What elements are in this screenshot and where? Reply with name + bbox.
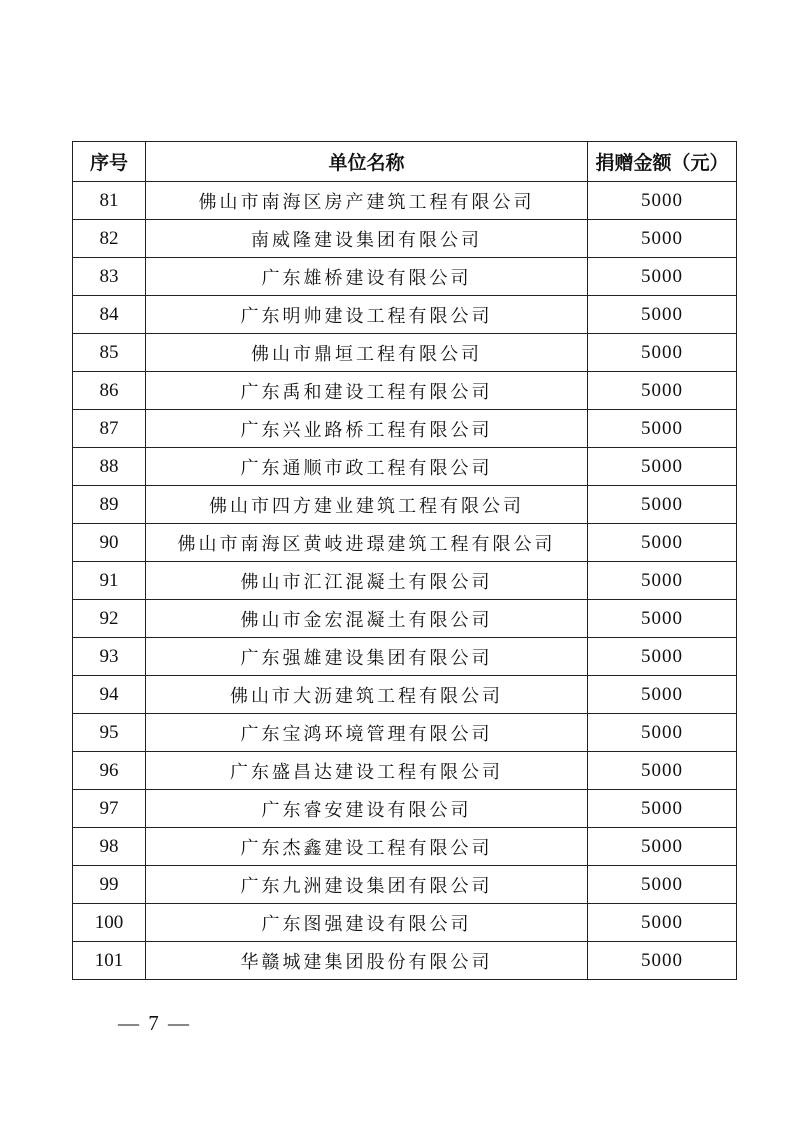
table-row — [73, 600, 737, 638]
header-row — [73, 142, 737, 182]
row-index: 96 — [73, 752, 146, 790]
header-name: 单位名称 — [146, 142, 588, 182]
row-amount: 5000 — [588, 714, 737, 752]
row-name: 广东禹和建设工程有限公司 — [146, 372, 588, 410]
table-row — [73, 866, 737, 904]
header-amount: 捐赠金额（元） — [588, 142, 737, 182]
row-index: 88 — [73, 448, 146, 486]
row-name: 佛山市南海区黄岐进璟建筑工程有限公司 — [146, 524, 588, 562]
row-amount: 5000 — [588, 866, 737, 904]
table-row — [73, 562, 737, 600]
row-name: 广东宝鸿环境管理有限公司 — [146, 714, 588, 752]
row-index: 82 — [73, 220, 146, 258]
row-amount: 5000 — [588, 258, 737, 296]
table-row — [73, 790, 737, 828]
table-header — [73, 142, 737, 182]
table-row — [73, 220, 737, 258]
row-amount: 5000 — [588, 220, 737, 258]
page-number: — 7 — — [118, 1011, 191, 1035]
row-name: 广东杰鑫建设工程有限公司 — [146, 828, 588, 866]
row-amount: 5000 — [588, 562, 737, 600]
row-amount: 5000 — [588, 790, 737, 828]
row-name: 广东盛昌达建设工程有限公司 — [146, 752, 588, 790]
table-row — [73, 448, 737, 486]
row-amount: 5000 — [588, 296, 737, 334]
table-row — [73, 372, 737, 410]
row-index: 93 — [73, 638, 146, 676]
row-name: 佛山市金宏混凝土有限公司 — [146, 600, 588, 638]
row-name: 华赣城建集团股份有限公司 — [146, 942, 588, 980]
row-index: 83 — [73, 258, 146, 296]
table-body — [73, 182, 737, 980]
row-amount: 5000 — [588, 600, 737, 638]
row-name: 广东通顺市政工程有限公司 — [146, 448, 588, 486]
table-row — [73, 486, 737, 524]
row-index: 90 — [73, 524, 146, 562]
table-row — [73, 904, 737, 942]
row-name: 佛山市大沥建筑工程有限公司 — [146, 676, 588, 714]
table-row — [73, 258, 737, 296]
row-index: 100 — [73, 904, 146, 942]
row-index: 99 — [73, 866, 146, 904]
row-index: 86 — [73, 372, 146, 410]
row-amount: 5000 — [588, 486, 737, 524]
row-index: 98 — [73, 828, 146, 866]
row-amount: 5000 — [588, 752, 737, 790]
table-row — [73, 410, 737, 448]
table-row — [73, 334, 737, 372]
header-index: 序号 — [73, 142, 146, 182]
row-index: 89 — [73, 486, 146, 524]
row-index: 91 — [73, 562, 146, 600]
row-amount: 5000 — [588, 372, 737, 410]
donation-table — [72, 141, 737, 980]
row-index: 81 — [73, 182, 146, 220]
row-name: 南威隆建设集团有限公司 — [146, 220, 588, 258]
row-amount: 5000 — [588, 182, 737, 220]
row-name: 广东兴业路桥工程有限公司 — [146, 410, 588, 448]
row-amount: 5000 — [588, 904, 737, 942]
table-row — [73, 524, 737, 562]
row-name: 广东图强建设有限公司 — [146, 904, 588, 942]
row-name: 广东九洲建设集团有限公司 — [146, 866, 588, 904]
row-index: 84 — [73, 296, 146, 334]
row-amount: 5000 — [588, 638, 737, 676]
row-amount: 5000 — [588, 942, 737, 980]
row-amount: 5000 — [588, 410, 737, 448]
row-index: 101 — [73, 942, 146, 980]
row-index: 87 — [73, 410, 146, 448]
row-name: 广东明帅建设工程有限公司 — [146, 296, 588, 334]
table-row — [73, 638, 737, 676]
table-row — [73, 676, 737, 714]
row-name: 广东雄桥建设有限公司 — [146, 258, 588, 296]
row-index: 95 — [73, 714, 146, 752]
row-name: 广东睿安建设有限公司 — [146, 790, 588, 828]
row-name: 佛山市四方建业建筑工程有限公司 — [146, 486, 588, 524]
table-row — [73, 828, 737, 866]
table-row — [73, 942, 737, 980]
row-name: 佛山市南海区房产建筑工程有限公司 — [146, 182, 588, 220]
row-index: 92 — [73, 600, 146, 638]
row-amount: 5000 — [588, 448, 737, 486]
row-amount: 5000 — [588, 334, 737, 372]
row-name: 佛山市鼎垣工程有限公司 — [146, 334, 588, 372]
table-row — [73, 296, 737, 334]
row-name: 佛山市汇江混凝土有限公司 — [146, 562, 588, 600]
row-index: 97 — [73, 790, 146, 828]
table-row — [73, 182, 737, 220]
row-name: 广东强雄建设集团有限公司 — [146, 638, 588, 676]
row-index: 85 — [73, 334, 146, 372]
table-row — [73, 752, 737, 790]
row-amount: 5000 — [588, 524, 737, 562]
row-index: 94 — [73, 676, 146, 714]
table-row — [73, 714, 737, 752]
row-amount: 5000 — [588, 676, 737, 714]
row-amount: 5000 — [588, 828, 737, 866]
